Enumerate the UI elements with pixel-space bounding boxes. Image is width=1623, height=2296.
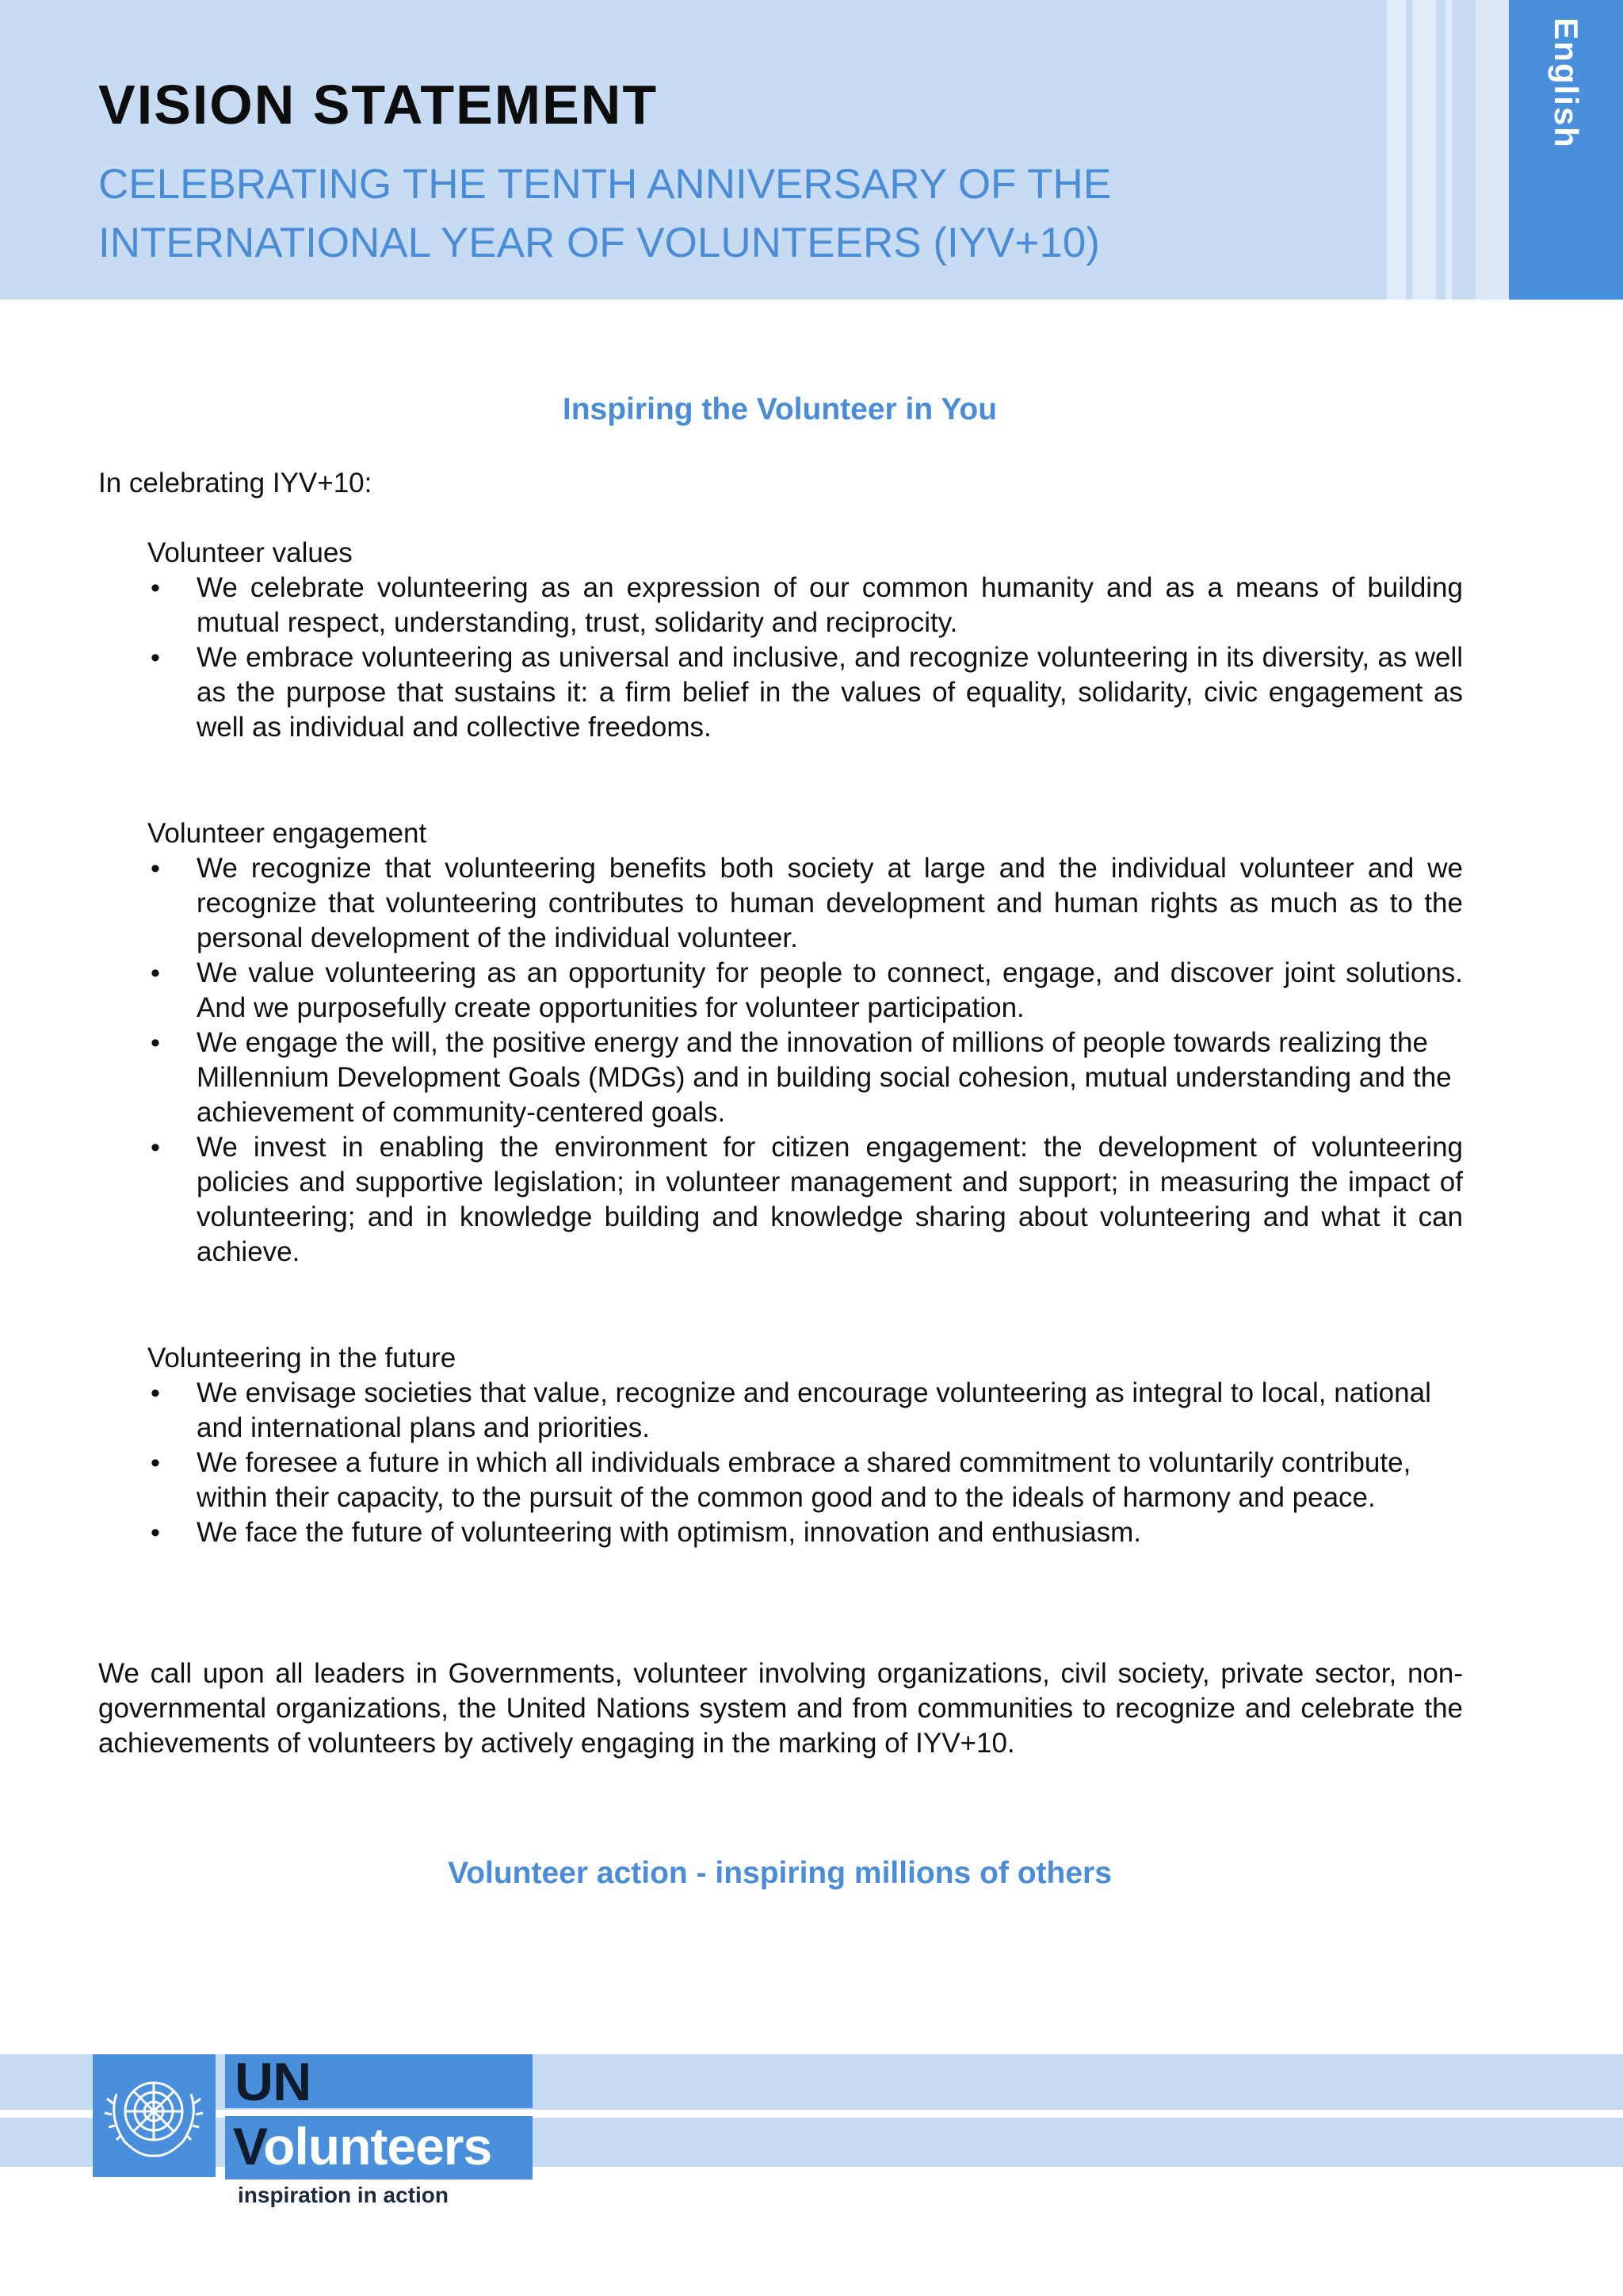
section-heading: Volunteer engagement <box>147 818 427 849</box>
section-volunteering-future <box>147 1341 1463 1550</box>
list-item-text: We face the future of volunteering with optimism, innovation and enthusiasm. <box>197 1517 1141 1548</box>
closing-paragraph: We call upon all leaders in Governments, volunteer involving organizations, civil society, private sector, non-governmental organizations, the United Nations system and from communities to recognize and celebrate the achievements of volunteers by actively engaging in the marking of IYV+10. <box>98 1658 1463 1759</box>
list-item <box>147 1130 1463 1270</box>
section-heading: Volunteering in the future <box>147 1343 456 1373</box>
bullet-dot: • <box>151 643 160 673</box>
bullet-list <box>147 571 1463 745</box>
tagline-top: Inspiring the Volunteer in You <box>562 392 998 426</box>
list-item-text: We invest in enabling the environment for citizen engagement: the development of volunteering policies and supportive legislation; in volunteer management and support; in measuring the impact of volunteering; and in knowledge building and knowledge sharing about volunteering and what it can achieve. <box>197 1132 1463 1267</box>
bullet-dot: • <box>151 1028 160 1058</box>
bullet-dot: • <box>151 958 160 988</box>
subtitle-line: INTERNATIONAL YEAR OF VOLUNTEERS (IYV+10) <box>98 220 1100 266</box>
bullet-list <box>147 1376 1463 1550</box>
logo-motto: inspiration in action <box>238 2183 449 2207</box>
header-stripe <box>1476 0 1509 300</box>
bullet-dot: • <box>151 1448 160 1478</box>
list-item-text: We celebrate volunteering as an expression of our common humanity and as a means of building mutual respect, understanding, trust, solidarity and reciprocity. <box>197 572 1463 638</box>
bullet-dot: • <box>151 1378 160 1408</box>
bullet-dot: • <box>151 1518 160 1548</box>
list-item <box>147 1376 1463 1446</box>
logo-volunteers-text <box>233 2116 491 2176</box>
header-stripe <box>1452 0 1476 300</box>
list-item-text: We recognize that volunteering benefits both society at large and the individual volunteer and we recognize that volunteering contributes to human development and human rights as much as to the personal development of the individual volunteer. <box>197 853 1463 953</box>
logo-un-text: UN <box>235 2052 311 2112</box>
logo-volunteers-rest: olunteers <box>263 2117 492 2176</box>
list-item <box>147 640 1463 745</box>
logo-v-letter: V <box>233 2117 264 2176</box>
section-volunteer-values <box>147 536 1463 745</box>
header-stripe <box>1406 0 1412 300</box>
list-item <box>147 1446 1463 1515</box>
bullet-dot: • <box>151 854 160 884</box>
list-item-text: We engage the will, the positive energy and the innovation of millions of people towards realizing the Millennium Development Goals (MDGs) and in building social cohesion, mutual understanding and the achievement of community-centered goals. <box>197 1027 1452 1128</box>
list-item-text: We embrace volunteering as universal and inclusive, and recognize volunteering in its diversity, as well as the purpose that sustains it: a firm belief in the values of equality, solidarity, civic engagement as well as individual and collective freedoms. <box>197 642 1463 743</box>
header-stripe <box>1445 0 1452 300</box>
list-item-text: We envisage societies that value, recognize and encourage volunteering as integral to local, national and international plans and priorities. <box>197 1377 1431 1443</box>
page-subtitle <box>98 155 1335 273</box>
list-item <box>147 1515 1463 1550</box>
header-stripe <box>1387 0 1406 300</box>
intro-text: In celebrating IYV+10: <box>98 468 372 499</box>
section-volunteer-engagement <box>147 816 1463 1270</box>
logo-un-box <box>225 2052 533 2112</box>
list-item <box>147 571 1463 640</box>
bullet-dot: • <box>151 573 160 603</box>
section-heading: Volunteer values <box>147 537 353 568</box>
list-item <box>147 851 1463 956</box>
tagline-bottom: Volunteer action - inspiring millions of others <box>448 1856 1112 1890</box>
header-stripe <box>1436 0 1445 300</box>
logo-volunteers-box <box>225 2116 533 2179</box>
list-item <box>147 1026 1463 1130</box>
language-label: English <box>1548 17 1585 149</box>
un-emblem-icon <box>93 2054 216 2177</box>
list-item-text: We foresee a future in which all individuals embrace a shared commitment to voluntarily contribute, within their capacity, to the pursuit of the common good and to the ideals of harmony and peace. <box>197 1447 1411 1513</box>
un-emblem-icon <box>93 2054 216 2177</box>
page-title: VISION STATEMENT <box>98 74 659 136</box>
bullet-list <box>147 851 1463 1270</box>
subtitle-line: CELEBRATING THE TENTH ANNIVERSARY OF THE <box>98 161 1112 208</box>
header-stripe <box>1412 0 1436 300</box>
list-item <box>147 956 1463 1026</box>
list-item-text: We value volunteering as an opportunity for people to connect, engage, and discover joint solutions. And we purposefully create opportunities for volunteer participation. <box>197 957 1463 1023</box>
bullet-dot: • <box>151 1133 160 1163</box>
